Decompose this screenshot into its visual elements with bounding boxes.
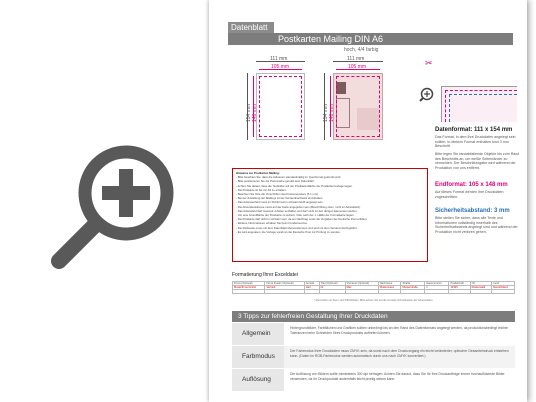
table-header-cell: Land (492, 282, 515, 286)
table-cell (304, 290, 319, 294)
document-title: Postkarten Mailing DIN A6 (228, 33, 513, 45)
notes-line: - Es wird angeraten, die Vorlage vorab an die Deutsche Post zur Prüfung zu senden. (236, 229, 341, 234)
tip-row-farbmodus (232, 346, 515, 368)
table-header-cell: Postleitzahl (449, 282, 470, 286)
table-cell: Max (345, 286, 378, 290)
notes-line: - Bitte beachten Sie, dass die Adressen standardmäßig im Querformat gedruckt wird. (236, 175, 342, 180)
table-cell (401, 290, 425, 294)
notes-line: - Um eine Grundfläche der Postkarte zu sichern, bitte nach der 1. Hälfte der Formatkarte liegen. (236, 213, 355, 218)
endformat-text: Auf dieses Format werden Ihre Druckdaten zugeschnitten. (435, 190, 504, 199)
table-header-cell: Hausnummer (425, 282, 449, 286)
corner-safety-line (449, 94, 517, 122)
tip-text: Hintergrundbilder, Farbflächen und Grafiken sollten unbedingt bis an den Rand des Datenformats angelegt werden, da produktionsbedingt leichte Toleranzen beim Schneiden Ihres Druckprodukts auftreten können. (290, 326, 508, 335)
table-cell: Musterstadt (470, 286, 492, 290)
table-header-cell: Titel (Optional) (319, 282, 345, 286)
datenformat-text: Das Format, in dem Ihre Druckdaten angelegt sein sollten. In diesem Format enthalten sind 3 mm Beschnitt. (435, 135, 516, 149)
table-header-cell: Anrede (304, 282, 319, 286)
trim-line-left (259, 76, 302, 137)
tips-heading: 3 Tipps zur fehlerfreien Gestaltung Ihrer Druckdaten (232, 311, 515, 322)
table-cell (492, 290, 515, 294)
datasheet-page[interactable] (209, 0, 527, 402)
notes-line: - Achten Sie darauf, dass die Textfelder auf der Postkartenfläche der Postkartenvorlage liegen. (236, 183, 353, 188)
datenformat-heading: Datenformat: 111 x 154 mm (435, 127, 513, 133)
tip-row-aufloesung (232, 369, 515, 391)
table-cell (470, 290, 492, 294)
notes-line: - Weitere Informationen erhalten Sie beim Kundenservice. (236, 221, 308, 226)
table-cell: Vertrieb (265, 286, 304, 290)
table-row (233, 290, 515, 294)
table-cell: 1 (425, 286, 449, 290)
tip-text: Die Auflösung von Bildern sollte mindestens 300 dpi betragen. Achten Sie darauf, dass Sie für Ihre Druckaufträge immer hochauflösende Bilder verwenden, da Ihr Druckprodukt andernfalls leicht pixelig wirken kann. (290, 372, 505, 381)
table-cell: Herr (304, 286, 319, 290)
table-cell (265, 290, 304, 294)
tip-label: Farbmodus (232, 346, 284, 368)
formatierung-heading: Formatierung Ihrer Exceldatei (232, 272, 298, 278)
table-cell (319, 290, 345, 294)
notes-line: - Beachten Sie bitte die Vorschriften des Postversenders (5-1 mm). (236, 192, 319, 197)
table-cell (233, 290, 265, 294)
notes-line: - Das Adressenfeld muss im Rohformat in schwarz/weiß angelegt sein. (236, 200, 324, 205)
corner-zoom-icon (419, 86, 441, 108)
table-cell: Musterfirma GmbH (233, 286, 265, 290)
notes-line: - Bei der Zustellung der Mailings ist der Versandnachweis einzuhalten. (236, 196, 324, 201)
scissors-icon: ✂ (425, 58, 433, 68)
table-cell: Musterstraße (401, 286, 425, 290)
table-cell: Mustermann (378, 286, 401, 290)
table-cell (378, 290, 401, 294)
notes-heading: Hinweise zur Postkarten Mailing: (236, 171, 280, 175)
tip-text: Der Farbmodus Ihrer Druckdaten muss CMYK sein, da sonst nach dem Druckvorgang ein leicht veränderter, optischer Gesamteindruck entstehen kann. (Daten im RGB-Farbmodus werden automatisch durch uns nach CMYK konvertiert.) (290, 349, 509, 358)
dim-side-inner-right: 148 mm (329, 103, 336, 123)
table-header-cell: Nachname (378, 282, 401, 286)
dim-side-outer-left: 154 mm (246, 103, 253, 123)
notes-line: - Das Adressfeld darf maximal 4 Zeilen enthalten und darf nicht zu den übrigen Elementen stehen. (236, 208, 358, 213)
trim-line-right (336, 76, 380, 137)
table-cell (345, 290, 378, 294)
table-cell: 12345 (449, 286, 470, 290)
mailing-notes-box (232, 168, 428, 262)
dim-top-inner-left: 105 mm (271, 64, 290, 70)
table-cell (449, 290, 470, 294)
tip-row-allgemein (232, 323, 515, 345)
excel-format-table (232, 281, 515, 294)
sicherheit-heading: Sicherheitsabstand: 3 mm (435, 208, 510, 214)
table-cell: Deutschland (492, 286, 515, 290)
table-header-cell: Firma (Optional) (233, 282, 265, 286)
dim-top-outer-right: 111 mm (347, 56, 365, 62)
document-subtitle: hoch, 4/4 farbig (344, 47, 379, 53)
table-header-cell: Firma Zusatz (Optional) (265, 282, 304, 286)
dim-side-outer-right: 154 mm (323, 103, 330, 123)
datasheet-tab: Datenblatt (228, 22, 274, 34)
dim-top-outer-left: 111 mm (270, 56, 288, 62)
table-cell (425, 290, 449, 294)
notes-line: - Die Postkarte ist bis zur A6 zu erhalten. (236, 187, 287, 192)
table-header-cell: Ort (470, 282, 492, 286)
table-header-cell: Straße (401, 282, 425, 286)
table-cell: Dr. (319, 286, 345, 290)
tip-label: Allgemein (232, 323, 284, 345)
tip-label: Auflösung (232, 369, 284, 391)
magnifier-plus-icon[interactable] (45, 135, 185, 275)
notes-line: - Die Postkarte darf nicht in schwarz sein, da ein Nachtrag muss die Vorgaben der Deutsche Post erfüllen. (236, 217, 368, 222)
notes-line: - Die Absenderadresse muss auf der Karte angegeben sein (Beschriftung oben, nicht im Adressfeld). (236, 204, 361, 209)
dim-side-inner-left: 148 mm (252, 103, 259, 123)
table-header-cell: Vorname (Optional) (345, 282, 378, 286)
formatierung-note: * Alle Felder mit Stern sind Pflichtfelder. Bitte achten Sie auf die korrekte Schreibweise der Adressdaten. (313, 299, 434, 302)
sicherheit-text: Bitte stellen Sie sicher, dass alle Texte und Informationen vollständig innerhalb des Sicherheitsabstands angelegt sind und während der Produktion nicht verloren gehen. (435, 216, 518, 234)
dim-top-inner-right: 105 mm (348, 64, 367, 70)
endformat-heading: Endformat: 105 x 148 mm (435, 182, 508, 188)
bleed-hint-text: Bitte legen Sie randabfallende Objekte bis zum Rand des Beschnitts an, um weiße Seitenränder zu vermeiden. Der Beschnittzugabe wird während der Produktion von uns entfernt. (435, 152, 520, 170)
notes-line: - Die Rückseite muss mit dem Datenblatt übereinstimmen und wird mit dem Versand durchgeführt. (236, 225, 358, 230)
notes-line: - Bitte positionieren Sie die Portomarke gemäß dem Datenblatt. (236, 179, 315, 184)
